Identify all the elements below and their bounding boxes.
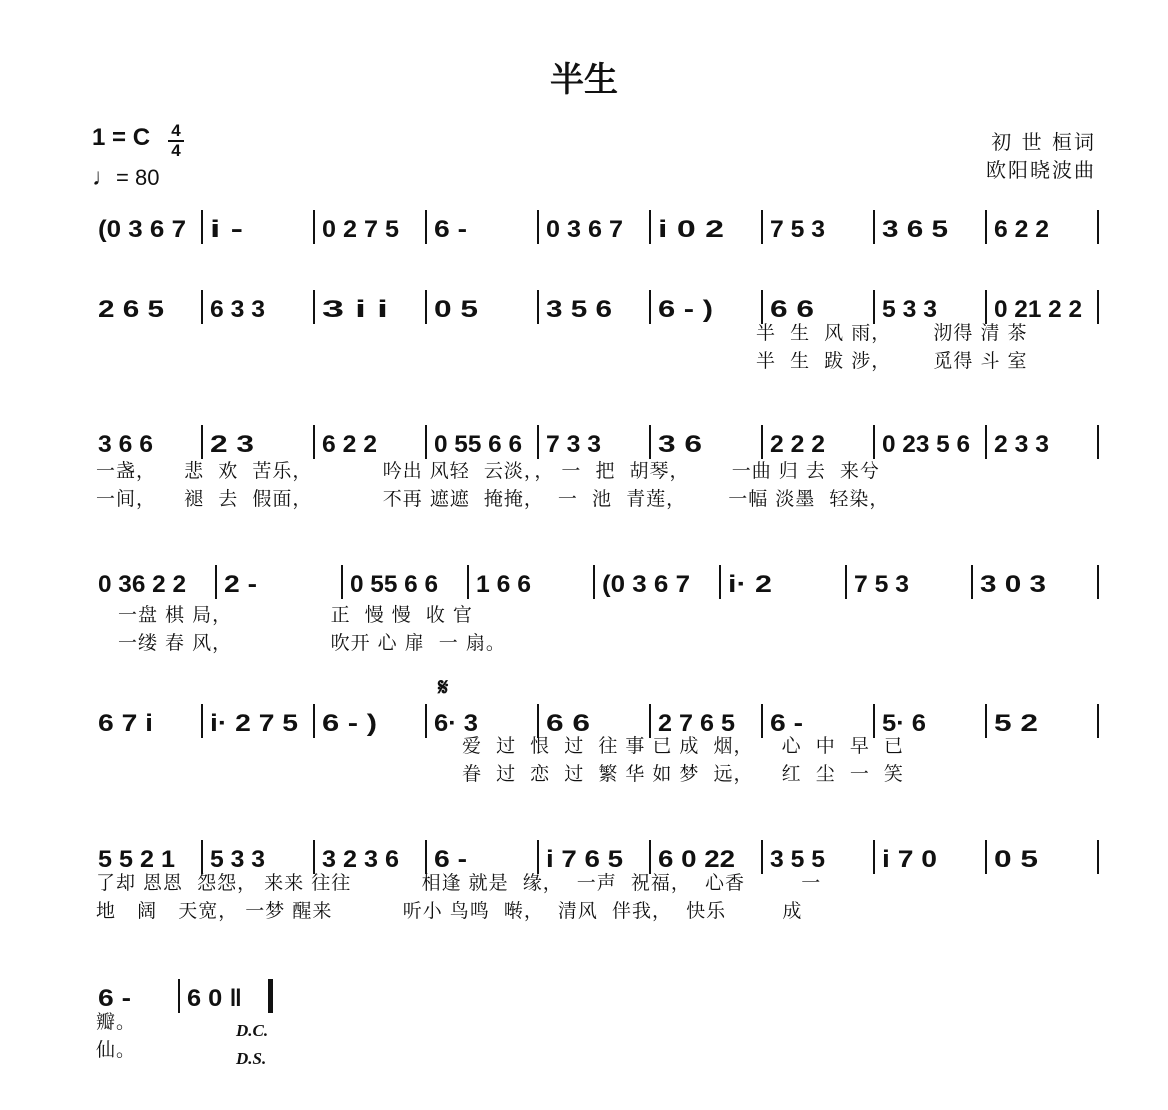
measure-5-4: i 7 6 5 <box>546 846 623 873</box>
measure-0-1: i - <box>210 216 244 243</box>
measure-1-5: 6 - ) <box>658 296 713 323</box>
measure-1-4: 3 5 6 <box>546 296 612 323</box>
measure-3-3: 1 6 6 <box>476 571 531 598</box>
measure-2-2: 6 2 2 <box>322 431 377 458</box>
measure-5-1: 5 3 3 <box>210 846 265 873</box>
measure-0-7: 3 6 5 <box>882 216 948 243</box>
measure-6-0: 6 - <box>98 985 131 1012</box>
measure-2-4: 7 3 3 <box>546 431 601 458</box>
lyric-line: 半 生 跋 涉， 觅得 斗 室 <box>756 350 1028 372</box>
lyricist-credit: 初 世 桓词 <box>991 130 1096 154</box>
measure-4-4: 6 6 <box>546 710 590 737</box>
measure-0-5: i 0 2 <box>658 216 724 243</box>
measure-5-3: 6 - <box>434 846 467 873</box>
measure-4-1: i· 2 7 5 <box>210 710 298 737</box>
measure-4-2: 6 - ) <box>322 710 377 737</box>
segno-icon: 𝄋 <box>438 673 449 701</box>
measure-5-0: 5 5 2 1 <box>98 846 175 873</box>
lyric-line: 一盘 棋 局， 正 慢 慢 收 官 <box>118 604 473 626</box>
measure-5-2: 3 2 3 6 <box>322 846 399 873</box>
measure-5-5: 6 0 22 <box>658 846 735 873</box>
key-signature: 1 = C <box>92 124 151 151</box>
measure-2-0: 3 6 6 <box>98 431 153 458</box>
measure-2-5: 3 6 <box>658 431 702 458</box>
measure-4-3: 6· 3 <box>434 710 478 737</box>
measure-5-7: i 7 0 <box>882 846 937 873</box>
measure-0-6: 7 5 3 <box>770 216 825 243</box>
measure-1-2: 3 i i <box>322 296 388 323</box>
lyric-line: 一盏， 悲 欢 苦乐， 吟出 风轻 云淡，， 一 把 胡琴， 一曲 归 去 来兮 <box>96 460 880 482</box>
lyric-line: 地 阔 天宽， 一梦 醒来 听小 鸟鸣 啭， 清风 伴我， 快乐 成 <box>96 900 803 922</box>
measure-1-8: 0 21 2 2 <box>994 296 1082 323</box>
lyric-line: 半 生 风 雨， 沏得 清 茶 <box>756 322 1028 344</box>
measure-4-8: 5 2 <box>994 710 1038 737</box>
time-signature-top: 4 <box>171 121 181 140</box>
measure-2-1: 2 3 <box>210 431 254 458</box>
time-signature-bottom: 4 <box>171 141 181 160</box>
final-bar-line <box>268 979 273 1013</box>
measure-4-0: 6 7 i <box>98 710 153 737</box>
measure-0-4: 0 3 6 7 <box>546 216 623 243</box>
measure-3-1: 2 - <box>224 571 257 598</box>
measure-1-1: 6 3 3 <box>210 296 265 323</box>
measure-3-2: 0 55 6 6 <box>350 571 438 598</box>
lyric-line: 了却 恩恩 怨怨， 来来 往往 相逢 就是 缘， 一声 祝福， 心香 一 <box>96 872 822 894</box>
lyric-line: 仙。 <box>96 1039 137 1061</box>
measure-4-7: 5· 6 <box>882 710 926 737</box>
measure-4-5: 2 7 6 5 <box>658 710 735 737</box>
measure-3-4: (0 3 6 7 <box>602 571 690 598</box>
lyric-line: 眷 过 恋 过 繁 华 如 梦 远， 红 尘 一 笑 <box>462 763 904 785</box>
measure-0-0: (0 3 6 7 <box>98 216 186 243</box>
measure-0-2: 0 2 7 5 <box>322 216 399 243</box>
lyric-line: 一缕 春 风， 吹开 心 扉 一 扇。 <box>118 632 506 654</box>
measure-1-0: 2 6 5 <box>98 296 164 323</box>
lyric-line: 一间， 褪 去 假面， 不再 遮遮 掩掩， 一 池 青莲， 一幅 淡墨 轻染， <box>96 488 890 510</box>
song-title: 半生 <box>550 60 618 100</box>
measure-1-3: 0 5 <box>434 296 478 323</box>
composer-credit: 欧阳晓波曲 <box>986 158 1096 182</box>
measure-4-6: 6 - <box>770 710 803 737</box>
da-capo-mark: D.C. <box>236 1021 269 1040</box>
measure-0-8: 6 2 2 <box>994 216 1049 243</box>
quarter-note-icon: ♩ <box>92 164 116 191</box>
measure-3-7: 3 0 3 <box>980 571 1046 598</box>
measure-5-8: 0 5 <box>994 846 1038 873</box>
measure-5-6: 3 5 5 <box>770 846 825 873</box>
measure-2-6: 2 2 2 <box>770 431 825 458</box>
measure-1-7: 5 3 3 <box>882 296 937 323</box>
measure-3-6: 7 5 3 <box>854 571 909 598</box>
measure-3-0: 0 36 2 2 <box>98 571 186 598</box>
measure-2-7: 0 23 5 6 <box>882 431 970 458</box>
lyric-line: 爱 过 恨 过 往 事 已 成 烟， 心 中 早 已 <box>462 735 904 757</box>
measure-1-6: 6 6 <box>770 296 814 323</box>
measure-0-3: 6 - <box>434 216 467 243</box>
measure-3-5: i· 2 <box>728 571 772 598</box>
measure-6-1: 6 0 ‖ <box>187 985 242 1012</box>
measure-2-8: 2 3 3 <box>994 431 1049 458</box>
lyric-line: 瓣。 <box>96 1011 137 1033</box>
tempo-value: = 80 <box>116 165 160 190</box>
dal-segno-mark: D.S. <box>236 1049 267 1068</box>
measure-2-3: 0 55 6 6 <box>434 431 522 458</box>
